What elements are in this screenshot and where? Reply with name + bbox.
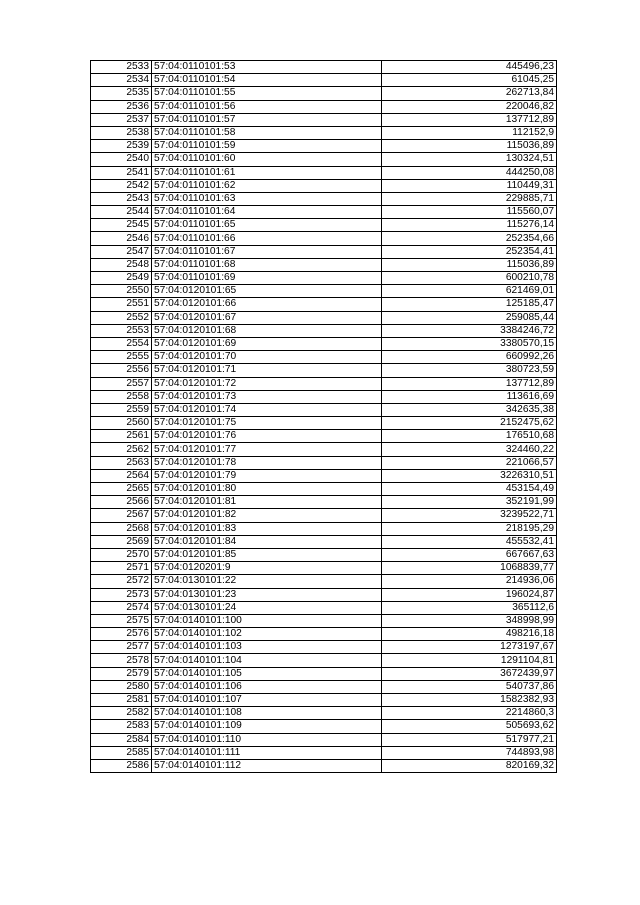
row-number-cell: 2566 <box>91 496 152 509</box>
cadastral-number-cell: 57:04:0120101:71 <box>152 364 382 377</box>
row-number-cell: 2543 <box>91 192 152 205</box>
cadastral-number-cell: 57:04:0110101:69 <box>152 272 382 285</box>
row-number-cell: 2579 <box>91 667 152 680</box>
table-row <box>91 483 557 496</box>
table-row <box>91 601 557 614</box>
row-number-cell: 2568 <box>91 522 152 535</box>
cadastral-value-cell: 221066,57 <box>382 456 557 469</box>
table-row <box>91 272 557 285</box>
cadastral-value-cell: 600210,78 <box>382 272 557 285</box>
row-number-cell: 2571 <box>91 562 152 575</box>
table-row <box>91 364 557 377</box>
table-row <box>91 192 557 205</box>
row-number-cell: 2544 <box>91 206 152 219</box>
cadastral-value-cell: 115036,89 <box>382 140 557 153</box>
table-row <box>91 74 557 87</box>
cadastral-value-cell: 2214860,3 <box>382 707 557 720</box>
table-row <box>91 430 557 443</box>
cadastral-value-cell: 3384246,72 <box>382 324 557 337</box>
table-row <box>91 324 557 337</box>
table-row <box>91 100 557 113</box>
cadastral-number-cell: 57:04:0110101:68 <box>152 258 382 271</box>
cadastral-number-cell: 57:04:0110101:54 <box>152 74 382 87</box>
cadastral-value-cell: 2152475,62 <box>382 417 557 430</box>
cadastral-number-cell: 57:04:0140101:112 <box>152 759 382 772</box>
cadastral-value-cell: 252354,41 <box>382 245 557 258</box>
cadastral-value-cell: 259085,44 <box>382 311 557 324</box>
cadastral-number-cell: 57:04:0120101:81 <box>152 496 382 509</box>
cadastral-number-cell: 57:04:0110101:64 <box>152 206 382 219</box>
cadastral-number-cell: 57:04:0120101:70 <box>152 351 382 364</box>
cadastral-number-cell: 57:04:0110101:60 <box>152 153 382 166</box>
cadastral-number-cell: 57:04:0130101:24 <box>152 601 382 614</box>
cadastral-number-cell: 57:04:0120101:75 <box>152 417 382 430</box>
row-number-cell: 2575 <box>91 614 152 627</box>
row-number-cell: 2565 <box>91 483 152 496</box>
cadastral-value-cell: 3672439,97 <box>382 667 557 680</box>
cadastral-number-cell: 57:04:0120101:72 <box>152 377 382 390</box>
cadastral-value-cell: 137712,89 <box>382 113 557 126</box>
cadastral-number-cell: 57:04:0110101:58 <box>152 126 382 139</box>
row-number-cell: 2546 <box>91 232 152 245</box>
row-number-cell: 2556 <box>91 364 152 377</box>
table-row <box>91 337 557 350</box>
cadastral-value-cell: 348998,99 <box>382 614 557 627</box>
cadastral-number-cell: 57:04:0120101:79 <box>152 469 382 482</box>
table-row <box>91 166 557 179</box>
table-row <box>91 456 557 469</box>
row-number-cell: 2555 <box>91 351 152 364</box>
table-row <box>91 548 557 561</box>
row-number-cell: 2539 <box>91 140 152 153</box>
table-row <box>91 522 557 535</box>
table-row <box>91 509 557 522</box>
table-row <box>91 575 557 588</box>
table-row <box>91 153 557 166</box>
table-row <box>91 61 557 74</box>
table-row <box>91 667 557 680</box>
cadastral-value-cell: 3226310,51 <box>382 469 557 482</box>
table-row <box>91 733 557 746</box>
table-row <box>91 285 557 298</box>
cadastral-value-cell: 176510,68 <box>382 430 557 443</box>
cadastral-number-cell: 57:04:0120101:83 <box>152 522 382 535</box>
table-row <box>91 417 557 430</box>
cadastral-value-table <box>90 60 557 773</box>
row-number-cell: 2534 <box>91 74 152 87</box>
cadastral-number-cell: 57:04:0110101:63 <box>152 192 382 205</box>
cadastral-value-cell: 220046,82 <box>382 100 557 113</box>
row-number-cell: 2572 <box>91 575 152 588</box>
row-number-cell: 2585 <box>91 746 152 759</box>
cadastral-value-cell: 115276,14 <box>382 219 557 232</box>
cadastral-value-cell: 660992,26 <box>382 351 557 364</box>
row-number-cell: 2573 <box>91 588 152 601</box>
cadastral-number-cell: 57:04:0120101:73 <box>152 390 382 403</box>
table-row <box>91 258 557 271</box>
cadastral-value-cell: 621469,01 <box>382 285 557 298</box>
cadastral-value-cell: 218195,29 <box>382 522 557 535</box>
table-row <box>91 443 557 456</box>
table-row <box>91 654 557 667</box>
cadastral-number-cell: 57:04:0110101:57 <box>152 113 382 126</box>
row-number-cell: 2586 <box>91 759 152 772</box>
cadastral-number-cell: 57:04:0120101:82 <box>152 509 382 522</box>
row-number-cell: 2542 <box>91 179 152 192</box>
cadastral-number-cell: 57:04:0140101:104 <box>152 654 382 667</box>
cadastral-number-cell: 57:04:0140101:106 <box>152 680 382 693</box>
row-number-cell: 2545 <box>91 219 152 232</box>
cadastral-number-cell: 57:04:0110101:53 <box>152 61 382 74</box>
cadastral-number-cell: 57:04:0130101:22 <box>152 575 382 588</box>
table-row <box>91 232 557 245</box>
row-number-cell: 2562 <box>91 443 152 456</box>
cadastral-value-cell: 137712,89 <box>382 377 557 390</box>
cadastral-value-cell: 1582382,93 <box>382 694 557 707</box>
cadastral-number-cell: 57:04:0120101:69 <box>152 337 382 350</box>
cadastral-value-cell: 517977,21 <box>382 733 557 746</box>
row-number-cell: 2567 <box>91 509 152 522</box>
row-number-cell: 2578 <box>91 654 152 667</box>
cadastral-value-cell: 1291104,81 <box>382 654 557 667</box>
table-row <box>91 496 557 509</box>
row-number-cell: 2583 <box>91 720 152 733</box>
row-number-cell: 2551 <box>91 298 152 311</box>
cadastral-value-cell: 61045,25 <box>382 74 557 87</box>
row-number-cell: 2549 <box>91 272 152 285</box>
row-number-cell: 2584 <box>91 733 152 746</box>
cadastral-value-cell: 365112,6 <box>382 601 557 614</box>
cadastral-number-cell: 57:04:0140101:109 <box>152 720 382 733</box>
cadastral-number-cell: 57:04:0140101:103 <box>152 641 382 654</box>
cadastral-value-cell: 820169,32 <box>382 759 557 772</box>
cadastral-value-cell: 324460,22 <box>382 443 557 456</box>
row-number-cell: 2576 <box>91 628 152 641</box>
row-number-cell: 2550 <box>91 285 152 298</box>
cadastral-number-cell: 57:04:0140101:107 <box>152 694 382 707</box>
cadastral-number-cell: 57:04:0110101:59 <box>152 140 382 153</box>
cadastral-number-cell: 57:04:0120201:9 <box>152 562 382 575</box>
cadastral-number-cell: 57:04:0140101:102 <box>152 628 382 641</box>
cadastral-number-cell: 57:04:0110101:55 <box>152 87 382 100</box>
cadastral-number-cell: 57:04:0120101:66 <box>152 298 382 311</box>
cadastral-value-cell: 505693,62 <box>382 720 557 733</box>
table-row <box>91 759 557 772</box>
table-row <box>91 562 557 575</box>
table-row <box>91 680 557 693</box>
row-number-cell: 2548 <box>91 258 152 271</box>
table-row <box>91 377 557 390</box>
cadastral-number-cell: 57:04:0110101:65 <box>152 219 382 232</box>
table-row <box>91 628 557 641</box>
row-number-cell: 2536 <box>91 100 152 113</box>
row-number-cell: 2564 <box>91 469 152 482</box>
row-number-cell: 2570 <box>91 548 152 561</box>
cadastral-value-cell: 498216,18 <box>382 628 557 641</box>
cadastral-value-cell: 3239522,71 <box>382 509 557 522</box>
row-number-cell: 2580 <box>91 680 152 693</box>
cadastral-number-cell: 57:04:0110101:67 <box>152 245 382 258</box>
cadastral-number-cell: 57:04:0110101:62 <box>152 179 382 192</box>
cadastral-number-cell: 57:04:0120101:80 <box>152 483 382 496</box>
cadastral-value-cell: 540737,86 <box>382 680 557 693</box>
cadastral-value-cell: 113616,69 <box>382 390 557 403</box>
cadastral-value-cell: 667667,63 <box>382 548 557 561</box>
cadastral-number-cell: 57:04:0120101:77 <box>152 443 382 456</box>
cadastral-number-cell: 57:04:0140101:100 <box>152 614 382 627</box>
table-row <box>91 641 557 654</box>
cadastral-value-cell: 115036,89 <box>382 258 557 271</box>
cadastral-number-cell: 57:04:0140101:108 <box>152 707 382 720</box>
cadastral-value-cell: 445496,23 <box>382 61 557 74</box>
cadastral-number-cell: 57:04:0110101:56 <box>152 100 382 113</box>
table-row <box>91 469 557 482</box>
row-number-cell: 2547 <box>91 245 152 258</box>
table-row <box>91 535 557 548</box>
table-row <box>91 707 557 720</box>
cadastral-value-cell: 214936,06 <box>382 575 557 588</box>
table-row <box>91 694 557 707</box>
cadastral-value-cell: 1273197,67 <box>382 641 557 654</box>
table-row <box>91 140 557 153</box>
row-number-cell: 2558 <box>91 390 152 403</box>
table-row <box>91 390 557 403</box>
table-row <box>91 311 557 324</box>
cadastral-value-cell: 744893,98 <box>382 746 557 759</box>
row-number-cell: 2553 <box>91 324 152 337</box>
cadastral-number-cell: 57:04:0120101:67 <box>152 311 382 324</box>
table-row <box>91 298 557 311</box>
cadastral-value-cell: 380723,59 <box>382 364 557 377</box>
table-row <box>91 179 557 192</box>
cadastral-value-cell: 112152,9 <box>382 126 557 139</box>
cadastral-number-cell: 57:04:0140101:105 <box>152 667 382 680</box>
table-row <box>91 87 557 100</box>
row-number-cell: 2582 <box>91 707 152 720</box>
row-number-cell: 2557 <box>91 377 152 390</box>
cadastral-value-cell: 115560,07 <box>382 206 557 219</box>
row-number-cell: 2574 <box>91 601 152 614</box>
row-number-cell: 2554 <box>91 337 152 350</box>
row-number-cell: 2577 <box>91 641 152 654</box>
cadastral-number-cell: 57:04:0120101:65 <box>152 285 382 298</box>
cadastral-number-cell: 57:04:0110101:61 <box>152 166 382 179</box>
cadastral-value-cell: 1068839,77 <box>382 562 557 575</box>
table-row <box>91 206 557 219</box>
cadastral-value-cell: 455532,41 <box>382 535 557 548</box>
cadastral-value-cell: 444250,08 <box>382 166 557 179</box>
row-number-cell: 2569 <box>91 535 152 548</box>
table-row <box>91 403 557 416</box>
row-number-cell: 2538 <box>91 126 152 139</box>
cadastral-value-cell: 342635,38 <box>382 403 557 416</box>
row-number-cell: 2561 <box>91 430 152 443</box>
cadastral-number-cell: 57:04:0120101:85 <box>152 548 382 561</box>
table-row <box>91 219 557 232</box>
cadastral-value-cell: 130324,51 <box>382 153 557 166</box>
cadastral-number-cell: 57:04:0140101:110 <box>152 733 382 746</box>
row-number-cell: 2540 <box>91 153 152 166</box>
cadastral-value-cell: 196024,87 <box>382 588 557 601</box>
cadastral-value-cell: 229885,71 <box>382 192 557 205</box>
table-row <box>91 588 557 601</box>
cadastral-value-cell: 262713,84 <box>382 87 557 100</box>
cadastral-number-cell: 57:04:0140101:111 <box>152 746 382 759</box>
row-number-cell: 2581 <box>91 694 152 707</box>
cadastral-number-cell: 57:04:0120101:78 <box>152 456 382 469</box>
cadastral-value-cell: 352191,99 <box>382 496 557 509</box>
row-number-cell: 2552 <box>91 311 152 324</box>
row-number-cell: 2559 <box>91 403 152 416</box>
table-row <box>91 720 557 733</box>
row-number-cell: 2563 <box>91 456 152 469</box>
table-row <box>91 614 557 627</box>
table-row <box>91 746 557 759</box>
cadastral-value-cell: 252354,66 <box>382 232 557 245</box>
table-row <box>91 126 557 139</box>
cadastral-number-cell: 57:04:0130101:23 <box>152 588 382 601</box>
cadastral-number-cell: 57:04:0110101:66 <box>152 232 382 245</box>
table-row <box>91 245 557 258</box>
table-row <box>91 113 557 126</box>
table-row <box>91 351 557 364</box>
table-body <box>91 61 557 773</box>
row-number-cell: 2541 <box>91 166 152 179</box>
row-number-cell: 2535 <box>91 87 152 100</box>
cadastral-number-cell: 57:04:0120101:76 <box>152 430 382 443</box>
cadastral-value-cell: 453154,49 <box>382 483 557 496</box>
cadastral-number-cell: 57:04:0120101:68 <box>152 324 382 337</box>
cadastral-value-cell: 125185,47 <box>382 298 557 311</box>
row-number-cell: 2533 <box>91 61 152 74</box>
cadastral-number-cell: 57:04:0120101:74 <box>152 403 382 416</box>
cadastral-value-cell: 110449,31 <box>382 179 557 192</box>
row-number-cell: 2537 <box>91 113 152 126</box>
cadastral-number-cell: 57:04:0120101:84 <box>152 535 382 548</box>
cadastral-value-cell: 3380570,15 <box>382 337 557 350</box>
row-number-cell: 2560 <box>91 417 152 430</box>
